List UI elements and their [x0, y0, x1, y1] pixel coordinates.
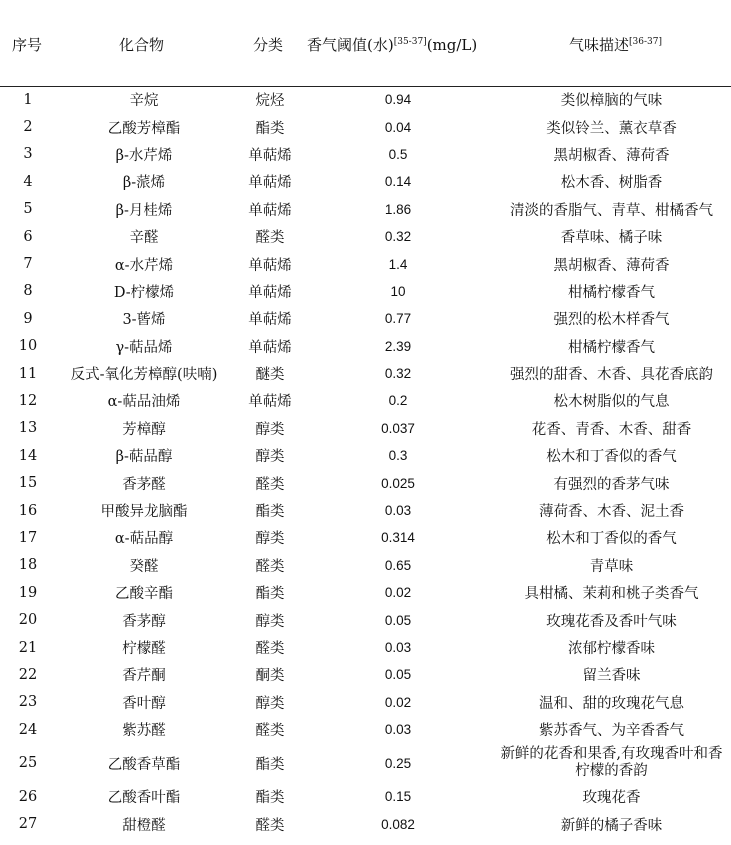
cell-threshold: 0.05 [384, 667, 412, 683]
cell-odor: 松木和丁香似的香气 [546, 531, 677, 548]
cell-compound: 乙酸辛酯 [115, 586, 173, 603]
cell-no: 7 [23, 256, 33, 273]
cell-threshold: 0.2 [388, 393, 408, 409]
cell-no: 13 [18, 420, 38, 437]
cell-compound: 紫苏醛 [122, 723, 166, 740]
cell-no: 25 [18, 755, 38, 772]
cell-category: 酮类 [255, 668, 285, 685]
table-row [0, 223, 731, 250]
cell-odor: 松木和丁香似的香气 [546, 449, 677, 466]
cell-odor: 黑胡椒香、薄荷香 [553, 257, 670, 274]
cell-odor: 有强烈的香茅气味 [553, 476, 670, 493]
cell-odor: 玫瑰花香及香叶气味 [546, 613, 677, 630]
cell-compound: β-水芹烯 [115, 147, 173, 164]
table-header [0, 0, 731, 87]
cell-compound: α-萜品醇 [114, 531, 174, 548]
cell-odor: 松木树脂似的气息 [553, 394, 670, 411]
cell-odor: 柑橘柠檬香气 [568, 339, 655, 356]
cell-no: 4 [23, 173, 33, 190]
cell-no: 11 [18, 365, 38, 382]
cell-compound: 香叶醇 [122, 695, 166, 712]
cell-compound: 乙酸芳樟酯 [107, 120, 181, 137]
cell-no: 18 [18, 557, 38, 574]
cell-odor: 新鲜的橘子香味 [560, 817, 663, 834]
header-threshold [307, 34, 477, 55]
cell-category: 单萜烯 [248, 284, 292, 301]
cell-threshold: 0.082 [381, 816, 415, 832]
cell-odor: 紫苏香气、为辛香香气 [539, 723, 684, 740]
cell-category: 醛类 [255, 641, 285, 657]
table-row [0, 113, 731, 140]
cell-category: 醇类 [255, 421, 285, 438]
cell-compound: α-水芹烯 [114, 257, 174, 274]
cell-odor: 浓郁柠檬香味 [568, 641, 655, 657]
cell-odor: 玫瑰花香 [582, 790, 641, 807]
header-threshold-ref: [35-37] [393, 37, 427, 47]
cell-compound: 3-蒈烯 [122, 312, 166, 329]
cell-compound: 香茅醇 [122, 613, 166, 630]
cell-no: 19 [18, 584, 38, 601]
header-no: 序号 [12, 36, 43, 54]
cell-compound: 辛醛 [129, 230, 159, 247]
table-row [0, 606, 731, 633]
cell-odor: 花香、青香、木香、甜香 [531, 421, 692, 438]
cell-no: 27 [18, 816, 38, 833]
cell-no: 1 [23, 91, 33, 108]
table-row [0, 360, 731, 387]
cell-category: 醇类 [255, 695, 285, 712]
cell-category: 酯类 [255, 756, 285, 773]
cell-compound: 柠檬醛 [122, 641, 166, 657]
cell-no: 17 [18, 529, 38, 546]
cell-category: 单萜烯 [248, 339, 292, 356]
cell-no: 10 [18, 338, 38, 355]
cell-threshold: 0.314 [381, 530, 415, 546]
cell-no: 22 [18, 666, 38, 683]
cell-odor: 留兰香味 [582, 668, 641, 685]
table-row [0, 196, 731, 223]
cell-threshold: 2.39 [384, 338, 412, 354]
table-row [0, 415, 731, 442]
cell-threshold: 0.03 [384, 640, 412, 655]
table-row [0, 579, 731, 606]
header-category: 分类 [253, 36, 284, 54]
cell-odor: 类似铃兰、薰衣草香 [546, 120, 677, 137]
cell-threshold: 0.02 [384, 585, 412, 601]
cell-no: 3 [23, 146, 33, 163]
cell-category: 酯类 [255, 586, 285, 603]
cell-compound: 香芹酮 [122, 668, 166, 685]
table-body [0, 86, 731, 838]
cell-odor: 香草味、橘子味 [560, 230, 663, 247]
cell-threshold: 1.86 [384, 201, 412, 217]
cell-odor: 清淡的香脂气、青草、柑橘香气 [510, 202, 713, 219]
table-row [0, 661, 731, 688]
table-row [0, 716, 731, 743]
cell-category: 单萜烯 [248, 147, 292, 164]
cell-compound: 癸醛 [129, 558, 159, 575]
cell-no: 24 [18, 721, 38, 738]
cell-no: 2 [23, 119, 33, 136]
table-row [0, 442, 731, 469]
cell-category: 酯类 [255, 790, 285, 807]
cell-threshold: 0.65 [384, 557, 412, 573]
cell-category: 醛类 [255, 558, 285, 575]
cell-compound: 甲酸异龙脑酯 [100, 504, 188, 521]
header-odor-label: 气味描述 [569, 36, 630, 54]
header-odor [569, 34, 662, 55]
cell-compound: 芳樟醇 [122, 421, 166, 438]
cell-threshold: 10 [390, 283, 406, 299]
cell-no: 26 [18, 788, 38, 805]
table-row [0, 168, 731, 195]
table-row [0, 250, 731, 277]
header-compound: 化合物 [119, 36, 165, 54]
cell-threshold: 0.77 [384, 311, 412, 327]
cell-no: 12 [18, 392, 38, 409]
cell-category: 单萜烯 [248, 312, 292, 329]
cell-odor: 黑胡椒香、薄荷香 [553, 147, 670, 164]
cell-threshold: 0.15 [384, 789, 412, 805]
cell-category: 烷烃 [255, 93, 285, 110]
cell-threshold: 0.14 [384, 174, 412, 190]
cell-odor: 具柑橘、茉莉和桃子类香气 [524, 586, 699, 603]
cell-threshold: 0.02 [384, 694, 412, 710]
cell-compound: D-柠檬烯 [113, 284, 175, 301]
table-row [0, 634, 731, 661]
cell-no: 8 [23, 283, 33, 300]
cell-category: 单萜烯 [248, 175, 292, 192]
cell-threshold: 0.5 [388, 146, 408, 162]
cell-compound: β-月桂烯 [115, 202, 173, 219]
table-row [0, 811, 731, 838]
cell-odor: 强烈的甜香、木香、具花香底韵 [510, 367, 713, 384]
table-row [0, 497, 731, 524]
cell-threshold: 0.04 [384, 119, 412, 135]
cell-threshold: 0.037 [381, 420, 415, 436]
table-row [0, 278, 731, 305]
cell-category: 醛类 [255, 723, 285, 740]
cell-threshold: 0.94 [384, 92, 412, 108]
cell-compound: 反式-氧化芳樟醇(呋喃) [70, 367, 218, 384]
cell-threshold: 0.32 [384, 366, 412, 382]
table-row [0, 689, 731, 716]
table-row [0, 387, 731, 414]
cell-odor: 温和、甜的玫瑰花气息 [539, 695, 684, 712]
cell-threshold: 0.05 [384, 612, 412, 628]
cell-odor: 类似樟脑的气味 [560, 93, 663, 110]
cell-category: 醛类 [255, 817, 285, 834]
cell-category: 单萜烯 [248, 257, 292, 274]
cell-compound: 辛烷 [129, 93, 159, 110]
cell-threshold: 0.025 [381, 475, 415, 491]
cell-category: 酯类 [255, 504, 285, 521]
cell-compound: γ-萜品烯 [115, 339, 173, 356]
header-threshold-label: 香气阈值(水) [307, 36, 394, 54]
cell-no: 20 [18, 612, 38, 629]
cell-no: 14 [18, 447, 38, 464]
cell-threshold: 0.03 [384, 722, 412, 738]
cell-compound: 乙酸香叶酯 [107, 790, 181, 807]
cell-odor: 薄荷香、木香、泥土香 [539, 504, 684, 521]
cell-no: 21 [18, 639, 38, 656]
cell-compound: 甜橙醛 [122, 817, 166, 834]
cell-category: 醇类 [255, 531, 285, 548]
cell-category: 醚类 [255, 367, 285, 384]
header-threshold-unit: (mg/L) [426, 36, 478, 54]
cell-category: 醇类 [255, 613, 285, 630]
cell-threshold: 0.32 [384, 229, 412, 245]
cell-no: 5 [23, 201, 33, 218]
table-row [0, 469, 731, 496]
cell-compound: β-蒎烯 [122, 175, 166, 192]
table-row [0, 333, 731, 360]
cell-no: 9 [23, 310, 33, 327]
cell-odor: 松木香、树脂香 [560, 175, 663, 192]
cell-threshold: 0.03 [384, 503, 412, 519]
cell-threshold: 1.4 [388, 256, 408, 272]
cell-category: 醛类 [255, 476, 285, 493]
cell-category: 单萜烯 [248, 202, 292, 219]
cell-no: 23 [18, 694, 38, 711]
cell-category: 醇类 [255, 449, 285, 466]
table-row [0, 524, 731, 551]
cell-odor: 新鲜的花香和果香,有玫瑰香叶和香柠檬的香韵 [500, 746, 723, 780]
cell-compound: 乙酸香草酯 [107, 756, 181, 773]
table-row [0, 86, 731, 113]
cell-threshold: 0.25 [384, 755, 412, 771]
cell-threshold: 0.3 [388, 448, 408, 464]
table-row [0, 743, 731, 783]
cell-odor: 青草味 [589, 558, 634, 575]
table-row [0, 552, 731, 579]
table-row [0, 305, 731, 332]
cell-odor: 强烈的松木样香气 [553, 312, 670, 329]
cell-odor: 柑橘柠檬香气 [568, 284, 655, 301]
cell-no: 16 [18, 502, 38, 519]
cell-category: 单萜烯 [248, 394, 292, 411]
cell-compound: 香茅醛 [122, 476, 166, 493]
table-row [0, 141, 731, 168]
cell-category: 酯类 [255, 120, 285, 137]
table-row [0, 783, 731, 810]
cell-category: 醛类 [255, 230, 285, 247]
cell-compound: α-萜品油烯 [107, 394, 181, 411]
cell-compound: β-萜品醇 [115, 449, 173, 466]
header-odor-ref: [36-37] [629, 37, 662, 47]
cell-no: 6 [23, 228, 33, 245]
cell-no: 15 [18, 475, 38, 492]
